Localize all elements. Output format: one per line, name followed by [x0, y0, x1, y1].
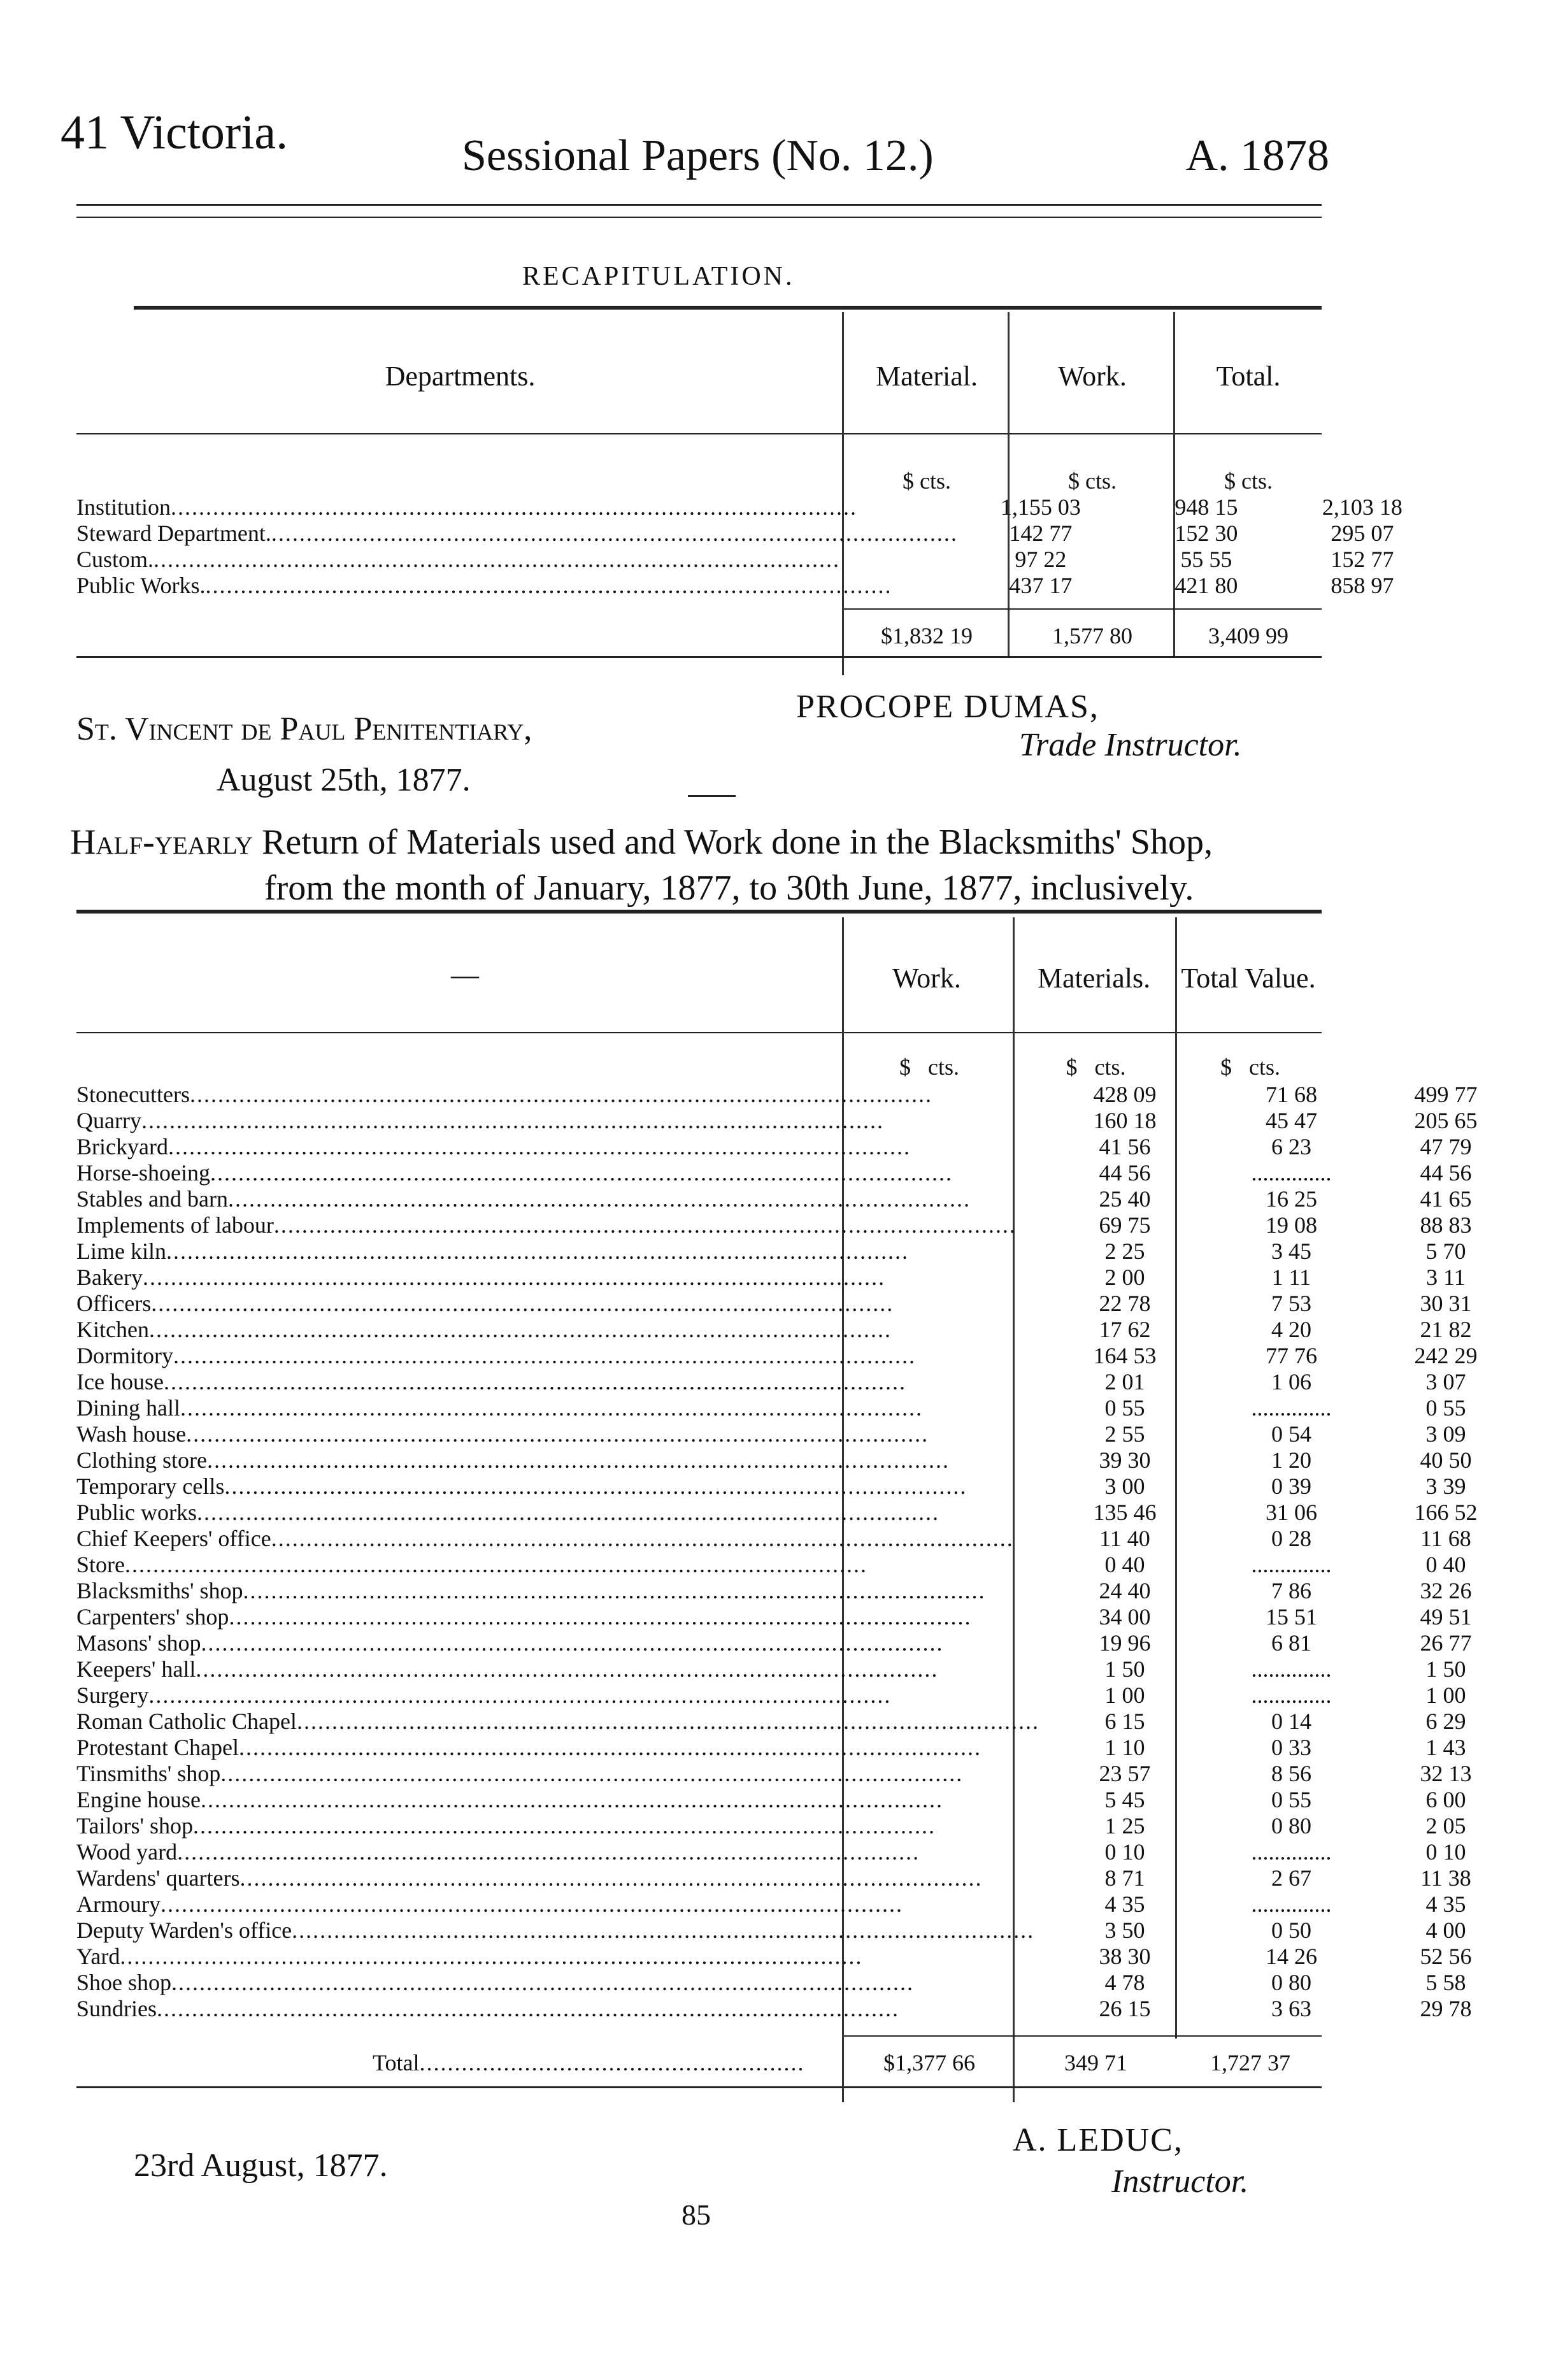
hy-row-work: 6 15 — [1104, 1709, 1145, 1734]
hy-row-materials: 0 54 — [1271, 1421, 1311, 1447]
hy-row-total: 0 40 — [1425, 1552, 1466, 1577]
hy-row-name: Store — [76, 1552, 125, 1577]
hy-row-work: 25 40 — [1099, 1186, 1151, 1212]
table-row: Armoury.......................................................................................................... 4 35 .............. 4 35 — [76, 1891, 1519, 1918]
hy-row-materials: 14 26 — [1265, 1944, 1317, 1969]
table-row: Sundries.......................................................................................................... 26 15 3 63 29 78 — [76, 1996, 1519, 2022]
hy-row-total: 2 05 — [1425, 1813, 1466, 1839]
hy-row-materials: 1 20 — [1271, 1447, 1311, 1473]
signature1-date: August 25th, 1877. — [217, 762, 471, 798]
hy-row-name: Quarry — [76, 1108, 141, 1133]
table-row: Engine house.......................................................................................................... 5 45 0 55 6 00 — [76, 1787, 1519, 1813]
hy-row-total: 3 11 — [1426, 1265, 1466, 1290]
hy-row-materials: 1 06 — [1271, 1369, 1311, 1394]
hy-total-total: 1,727 37 — [1210, 2050, 1290, 2075]
hy-row-name: Armoury — [76, 1891, 161, 1917]
hy-row-total: 166 52 — [1414, 1500, 1478, 1525]
hy-row-name: Protestant Chapel — [76, 1735, 239, 1760]
hy-row-materials: 6 81 — [1271, 1630, 1311, 1656]
table-row: Chief Keepers' office.......................................................................................................... 11 40 0 28 11 68 — [76, 1526, 1519, 1552]
hy-row-materials: 31 06 — [1265, 1500, 1317, 1525]
hy-row-total: 44 56 — [1420, 1160, 1472, 1186]
hy-row-work: 23 57 — [1099, 1761, 1151, 1786]
hy-row-materials: 0 28 — [1271, 1526, 1311, 1551]
table-row: Wardens' quarters.......................................................................................................... 8 71 2 67 11 38 — [76, 1865, 1519, 1891]
hy-row-total: 6 29 — [1425, 1709, 1466, 1734]
hy-row-work: 26 15 — [1099, 1996, 1151, 2021]
hy-row-name: Chief Keepers' office — [76, 1526, 271, 1551]
hy-row-work: 2 25 — [1104, 1238, 1145, 1264]
unit-dollar: $ — [1066, 1054, 1078, 1080]
hy-row-work: 44 56 — [1099, 1160, 1151, 1186]
hy-row-work: 38 30 — [1099, 1944, 1151, 1969]
table-row: Stonecutters.......................................................................................................... 428 09 71 68 499 77 — [76, 1082, 1519, 1108]
hy-row-materials: 0 14 — [1271, 1709, 1311, 1734]
hy-row-work: 135 46 — [1093, 1500, 1157, 1525]
hy-row-work: 428 09 — [1093, 1082, 1157, 1107]
hy-row-name: Brickyard — [76, 1134, 168, 1159]
hy-row-materials: 0 80 — [1271, 1970, 1311, 1995]
recap-top-rule — [134, 306, 1322, 310]
signature1-name: PROCOPE DUMAS, — [796, 689, 1099, 725]
hy-head-rule — [76, 1032, 1322, 1033]
table-row: Kitchen.......................................................................................................... 17 62 4 20 21 82 — [76, 1317, 1519, 1343]
hy-row-name: Engine house — [76, 1787, 201, 1812]
recap-row-work: 152 30 — [1174, 520, 1238, 546]
header-rule — [76, 204, 1322, 206]
hy-total-materials: 349 71 — [1064, 2050, 1127, 2075]
recap-col-material: Material. — [875, 361, 978, 392]
hy-row-materials: 2 67 — [1271, 1865, 1311, 1891]
hy-row-name: Dining hall — [76, 1395, 180, 1421]
hy-row-work: 34 00 — [1099, 1604, 1151, 1630]
signature2-name: A. LEDUC, — [1013, 2122, 1183, 2158]
hy-row-materials: 71 68 — [1265, 1082, 1317, 1107]
hy-row-work: 22 78 — [1099, 1291, 1151, 1316]
hy-row-materials: 0 33 — [1271, 1735, 1311, 1760]
hy-row-materials: 15 51 — [1265, 1604, 1317, 1630]
hy-row-name: Stables and barn — [76, 1186, 228, 1212]
hy-row-materials: 19 08 — [1265, 1212, 1317, 1238]
hy-row-total: 5 70 — [1425, 1238, 1466, 1264]
hy-row-materials: .............. — [1251, 1160, 1332, 1186]
recap-col-departments: Departments. — [385, 361, 536, 392]
hy-row-name: Carpenters' shop — [76, 1604, 229, 1630]
table-row: Tailors' shop.......................................................................................................... 1 25 0 80 2 05 — [76, 1813, 1519, 1839]
page-number: 85 — [682, 2198, 711, 2231]
hy-row-materials: 7 86 — [1271, 1578, 1311, 1603]
hy-row-name: Dormitory — [76, 1343, 173, 1368]
hy-row-name: Horse-shoeing — [76, 1160, 210, 1186]
recap-col-total: Total. — [1216, 361, 1281, 392]
hy-units-row — [76, 1054, 1324, 1080]
hy-row-name: Clothing store — [76, 1447, 207, 1473]
hy-row-materials: .............. — [1251, 1395, 1332, 1421]
hy-row-work: 160 18 — [1093, 1108, 1157, 1133]
hy-row-name: Wash house — [76, 1421, 187, 1447]
recap-total-material: $1,832 19 — [881, 623, 973, 649]
unit-dollar: $ — [899, 1054, 911, 1080]
table-row: Wood yard.......................................................................................................... 0 10 .............. 0 10 — [76, 1839, 1519, 1865]
institution-name: St. Vincent de Paul Penitentiary, — [76, 711, 532, 747]
hy-row-total: 3 39 — [1425, 1473, 1466, 1499]
hy-top-rule — [76, 910, 1322, 914]
header-rule-2 — [76, 217, 1322, 218]
hy-row-total: 41 65 — [1420, 1186, 1472, 1212]
hy-row-materials: 0 50 — [1271, 1918, 1311, 1943]
recap-total-total: 3,409 99 — [1208, 623, 1288, 649]
hy-row-total: 52 56 — [1420, 1944, 1472, 1969]
table-row: Institution.................................................................................................. 1,155 03 948 15 2,103 18 — [76, 494, 1436, 520]
hy-row-materials: 16 25 — [1265, 1186, 1317, 1212]
hy-row-total: 11 68 — [1420, 1526, 1471, 1551]
table-row: Brickyard.......................................................................................................... 41 56 6 23 47 79 — [76, 1134, 1519, 1160]
hy-row-work: 69 75 — [1099, 1212, 1151, 1238]
recap-row-material: 142 77 — [1009, 520, 1073, 546]
hy-row-work: 0 40 — [1104, 1552, 1145, 1577]
hy-row-work: 41 56 — [1099, 1134, 1151, 1159]
hy-sum-rule — [844, 2035, 1322, 2037]
hy-row-name: Shoe shop — [76, 1970, 172, 1995]
hy-row-name: Temporary cells — [76, 1473, 225, 1499]
hy-row-materials: 6 23 — [1271, 1134, 1311, 1159]
hy-col-work: Work. — [892, 963, 961, 994]
table-row: Wash house.......................................................................................................... 2 55 0 54 3 09 — [76, 1421, 1519, 1447]
table-row: Dining hall.......................................................................................................... 0 55 .............. 0 55 — [76, 1395, 1519, 1421]
table-row: Tinsmiths' shop.......................................................................................................... 23 57 8 56 32 13 — [76, 1761, 1519, 1787]
hy-row-name: Wood yard — [76, 1839, 178, 1865]
recap-row-material: 437 17 — [1009, 573, 1073, 598]
hy-row-work: 164 53 — [1093, 1343, 1157, 1368]
hy-row-total: 4 00 — [1425, 1918, 1466, 1943]
hy-row-materials: 77 76 — [1265, 1343, 1317, 1368]
hy-row-name: Tinsmiths' shop — [76, 1761, 221, 1786]
hy-row-total: 499 77 — [1414, 1082, 1478, 1107]
hy-row-total: 47 79 — [1420, 1134, 1472, 1159]
hy-row-work: 2 55 — [1104, 1421, 1145, 1447]
table-row: Clothing store.......................................................................................................... 39 30 1 20 40 50 — [76, 1447, 1519, 1473]
hy-row-work: 0 55 — [1104, 1395, 1145, 1421]
table-row: Keepers' hall.......................................................................................................... 1 50 .............. 1 50 — [76, 1656, 1519, 1682]
hy-row-total: 3 07 — [1425, 1369, 1466, 1394]
hy-total-label: Total — [373, 2050, 420, 2075]
table-row: Blacksmiths' shop.......................................................................................................... 24 40 7 86 32 26 — [76, 1578, 1519, 1604]
hy-row-name: Deputy Warden's office — [76, 1918, 292, 1943]
hy-row-work: 4 35 — [1104, 1891, 1145, 1917]
hy-row-work: 2 01 — [1104, 1369, 1145, 1394]
hy-row-materials: .............. — [1251, 1839, 1332, 1865]
unit-cents: cts. — [1094, 1054, 1126, 1080]
recap-sum-rule — [844, 608, 1322, 610]
hy-bottom-rule — [76, 2086, 1322, 2088]
recap-row-work: 421 80 — [1174, 573, 1238, 598]
table-row: Masons' shop.......................................................................................................... 19 96 6 81 26 77 — [76, 1630, 1519, 1656]
hy-row-name: Blacksmiths' shop — [76, 1578, 243, 1603]
table-row: Ice house.......................................................................................................... 2 01 1 06 3 07 — [76, 1369, 1519, 1395]
hy-row-work: 19 96 — [1099, 1630, 1151, 1656]
hy-row-materials: 4 20 — [1271, 1317, 1311, 1342]
recap-head-rule — [76, 433, 1322, 434]
hy-col-total: Total Value. — [1181, 963, 1316, 994]
table-row: Steward Department................................................................................................... 142 77 152 30 295 07 — [76, 520, 1436, 547]
header-right: A. 1878 — [1185, 131, 1329, 180]
hy-row-materials: 0 39 — [1271, 1473, 1311, 1499]
hy-row-total: 0 55 — [1425, 1395, 1466, 1421]
hy-row-materials: 0 80 — [1271, 1813, 1311, 1839]
table-row: Carpenters' shop.......................................................................................................... 34 00 15 51 49 51 — [76, 1604, 1519, 1630]
hy-row-materials: 8 56 — [1271, 1761, 1311, 1786]
hy-row-work: 2 00 — [1104, 1265, 1145, 1290]
table-row: Surgery.......................................................................................................... 1 00 .............. 1 00 — [76, 1682, 1519, 1709]
unit-cents: cts. — [920, 468, 951, 494]
hy-row-total: 205 65 — [1414, 1108, 1478, 1133]
recap-row-material: 97 22 — [1015, 547, 1067, 572]
intro-lead: Half-yearly — [70, 822, 253, 862]
unit-dollar: $ — [903, 468, 914, 494]
hy-row-name: Wardens' quarters — [76, 1865, 240, 1891]
table-row: Dormitory.......................................................................................................... 164 53 77 76 242 29 — [76, 1343, 1519, 1369]
recap-row-name: Steward Department. — [76, 520, 271, 546]
table-row: Public Works................................................................................................... 437 17 421 80 858 97 — [76, 573, 1436, 599]
recap-row-work: 948 15 — [1174, 494, 1238, 520]
hy-row-work: 24 40 — [1099, 1578, 1151, 1603]
hy-row-name: Implements of labour — [76, 1212, 274, 1238]
short-rule — [688, 795, 736, 797]
unit-cents: cts. — [928, 1054, 959, 1080]
table-row: Yard.......................................................................................................... 38 30 14 26 52 56 — [76, 1944, 1519, 1970]
hy-row-materials: 7 53 — [1271, 1291, 1311, 1316]
table-row: Stables and barn.......................................................................................................... 25 40 16 25 41 65 — [76, 1186, 1519, 1212]
hy-row-materials: 3 45 — [1271, 1238, 1311, 1264]
table-row: Temporary cells.......................................................................................................... 3 00 0 39 3 39 — [76, 1473, 1519, 1500]
recap-row-work: 55 55 — [1180, 547, 1232, 572]
hy-table — [76, 1082, 1519, 2022]
recap-row-total: 295 07 — [1331, 520, 1394, 546]
unit-dollar: $ — [1220, 1054, 1232, 1080]
hy-row-work: 5 45 — [1104, 1787, 1145, 1812]
unit-dollar: $ — [1224, 468, 1236, 494]
hy-row-total: 4 35 — [1425, 1891, 1466, 1917]
hy-row-total: 1 00 — [1425, 1682, 1466, 1708]
hy-row-name: Stonecutters — [76, 1082, 190, 1107]
table-row: Shoe shop.......................................................................................................... 4 78 0 80 5 58 — [76, 1970, 1519, 1996]
recap-row-total: 152 77 — [1331, 547, 1394, 572]
hy-row-name: Keepers' hall — [76, 1656, 196, 1682]
recap-bottom-rule — [76, 656, 1322, 658]
half-yearly-intro-line2: from the month of January, 1877, to 30th June, 1877, inclusively. — [264, 868, 1194, 908]
table-row: Lime kiln.......................................................................................................... 2 25 3 45 5 70 — [76, 1238, 1519, 1265]
hy-row-total: 6 00 — [1425, 1787, 1466, 1812]
intro-rest: Return of Materials used and Work done in the Blacksmiths' Shop, — [262, 822, 1213, 862]
signature2-date: 23rd August, 1877. — [134, 2147, 388, 2184]
recap-title: RECAPITULATION. — [522, 262, 795, 291]
hy-row-materials: .............. — [1251, 1891, 1332, 1917]
table-row: Public works.......................................................................................................... 135 46 31 06 166 52 — [76, 1500, 1519, 1526]
unit-cents: cts. — [1241, 468, 1273, 494]
table-row: Horse-shoeing.......................................................................................................... 44 56 .............. 44 56 — [76, 1160, 1519, 1186]
hy-col-materials: Materials. — [1037, 963, 1151, 994]
table-row: Implements of labour.......................................................................................................... 69 75 19 08 88 83 — [76, 1212, 1519, 1238]
hy-row-materials: .............. — [1251, 1552, 1332, 1577]
hy-row-name: Public works — [76, 1500, 197, 1525]
hy-row-name: Lime kiln — [76, 1238, 166, 1264]
header-left: 41 Victoria. — [61, 106, 289, 159]
hy-row-work: 17 62 — [1099, 1317, 1151, 1342]
recap-row-total: 858 97 — [1331, 573, 1394, 598]
hy-row-total: 26 77 — [1420, 1630, 1472, 1656]
hy-row-work: 11 40 — [1099, 1526, 1150, 1551]
signature2-title: Instructor. — [1111, 2163, 1249, 2200]
hy-row-materials: 1 11 — [1271, 1265, 1311, 1290]
hy-row-name: Surgery — [76, 1682, 149, 1708]
recap-total-work: 1,577 80 — [1052, 623, 1132, 649]
half-yearly-intro — [70, 822, 1213, 863]
recap-row-total: 2,103 18 — [1322, 494, 1403, 520]
table-row: Custom................................................................................................... 97 22 55 55 152 77 — [76, 547, 1436, 573]
recap-row-name: Institution — [76, 494, 171, 520]
hy-row-name: Sundries — [76, 1996, 157, 2021]
hy-row-total: 29 78 — [1420, 1996, 1472, 2021]
hy-row-materials: .............. — [1251, 1656, 1332, 1682]
hy-row-work: 1 25 — [1104, 1813, 1145, 1839]
hy-total-work: $1,377 66 — [883, 2050, 975, 2075]
hy-row-materials: 3 63 — [1271, 1996, 1311, 2021]
hy-row-work: 39 30 — [1099, 1447, 1151, 1473]
hy-row-total: 30 31 — [1420, 1291, 1472, 1316]
hy-row-materials: 45 47 — [1265, 1108, 1317, 1133]
hy-row-work: 4 78 — [1104, 1970, 1145, 1995]
hy-row-total: 3 09 — [1425, 1421, 1466, 1447]
hy-row-name: Roman Catholic Chapel — [76, 1709, 297, 1734]
hy-row-total: 49 51 — [1420, 1604, 1472, 1630]
hy-row-work: 3 00 — [1104, 1473, 1145, 1499]
hy-row-name: Yard — [76, 1944, 120, 1969]
table-row: Deputy Warden's office.......................................................................................................... 3 50 0 50 4 00 — [76, 1918, 1519, 1944]
recap-row-material: 1,155 03 — [1000, 494, 1081, 520]
hy-row-total: 0 10 — [1425, 1839, 1466, 1865]
hy-row-name: Kitchen — [76, 1317, 149, 1342]
hy-row-work: 1 00 — [1104, 1682, 1145, 1708]
hy-totals-row: Total....................................................... $1,377 66 349 71 1,727 37 — [76, 2050, 1324, 2076]
hy-row-total: 1 50 — [1425, 1656, 1466, 1682]
hy-row-total: 5 58 — [1425, 1970, 1466, 1995]
hy-row-total: 242 29 — [1414, 1343, 1478, 1368]
hy-row-total: 40 50 — [1420, 1447, 1472, 1473]
table-row: Protestant Chapel.......................................................................................................... 1 10 0 33 1 43 — [76, 1735, 1519, 1761]
signature1-title: Trade Instructor. — [1019, 727, 1242, 763]
unit-cents: cts. — [1249, 1054, 1280, 1080]
hy-row-total: 11 38 — [1420, 1865, 1471, 1891]
recap-units-row — [76, 468, 1322, 494]
hy-row-name: Tailors' shop — [76, 1813, 193, 1839]
header-center: Sessional Papers (No. 12.) — [462, 131, 934, 180]
hy-row-total: 21 82 — [1420, 1317, 1472, 1342]
table-row: Store.......................................................................................................... 0 40 .............. 0 40 — [76, 1552, 1519, 1578]
hy-row-work: 0 10 — [1104, 1839, 1145, 1865]
hy-row-total: 32 13 — [1420, 1761, 1472, 1786]
hy-row-work: 8 71 — [1104, 1865, 1145, 1891]
hy-row-name: Ice house — [76, 1369, 164, 1394]
unit-cents: cts. — [1085, 468, 1117, 494]
hy-col-blank: — — [451, 959, 479, 991]
table-row: Officers.......................................................................................................... 22 78 7 53 30 31 — [76, 1291, 1519, 1317]
hy-row-materials: 0 55 — [1271, 1787, 1311, 1812]
hy-row-total: 32 26 — [1420, 1578, 1472, 1603]
table-row: Bakery.......................................................................................................... 2 00 1 11 3 11 — [76, 1265, 1519, 1291]
recap-table — [76, 494, 1436, 599]
recap-totals-row — [76, 623, 1322, 649]
hy-row-name: Masons' shop — [76, 1630, 201, 1656]
table-row: Roman Catholic Chapel.......................................................................................................... 6 15 0 14 6 29 — [76, 1709, 1519, 1735]
hy-row-total: 88 83 — [1420, 1212, 1472, 1238]
recap-row-name: Custom. — [76, 547, 154, 572]
hy-row-work: 3 50 — [1104, 1918, 1145, 1943]
hy-row-materials: .............. — [1251, 1682, 1332, 1708]
hy-row-total: 1 43 — [1425, 1735, 1466, 1760]
recap-col-work: Work. — [1058, 361, 1127, 392]
recap-row-name: Public Works. — [76, 573, 206, 598]
hy-row-work: 1 10 — [1104, 1735, 1145, 1760]
hy-row-name: Officers — [76, 1291, 152, 1316]
table-row: Quarry.......................................................................................................... 160 18 45 47 205 65 — [76, 1108, 1519, 1134]
hy-row-work: 1 50 — [1104, 1656, 1145, 1682]
hy-row-name: Bakery — [76, 1265, 143, 1290]
unit-dollar: $ — [1068, 468, 1080, 494]
